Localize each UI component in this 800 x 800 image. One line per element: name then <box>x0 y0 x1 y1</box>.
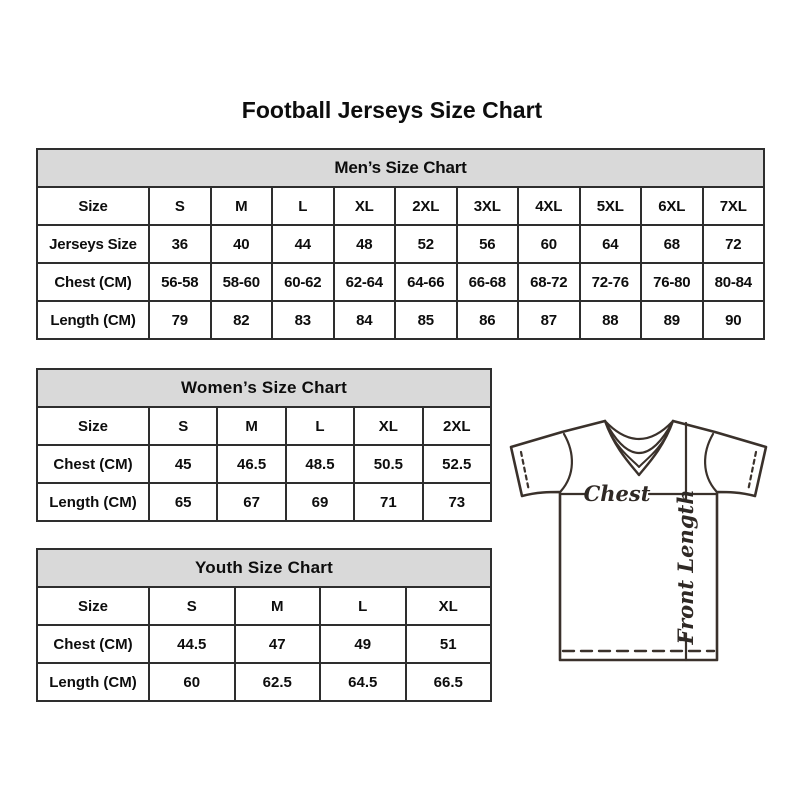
table-row <box>37 625 491 663</box>
value-cell: 64.5 <box>320 663 406 701</box>
value-cell: 85 <box>395 301 457 339</box>
value-cell: XL <box>406 587 492 625</box>
value-cell: 44 <box>272 225 334 263</box>
value-cell: 72 <box>703 225 765 263</box>
right-armhole-seam <box>705 434 716 491</box>
table-row <box>37 445 491 483</box>
value-cell: 44.5 <box>149 625 235 663</box>
right-cuff-stitch <box>748 452 756 491</box>
youth-table-title: Youth Size Chart <box>37 549 491 587</box>
value-cell: 82 <box>211 301 273 339</box>
table-title-row <box>37 369 491 407</box>
value-cell: 72-76 <box>580 263 642 301</box>
value-cell: XL <box>334 187 396 225</box>
row-label-cell: Length (CM) <box>37 301 149 339</box>
front-length-label: Front Length <box>673 489 698 645</box>
value-cell: 52.5 <box>423 445 491 483</box>
page-title: Football Jerseys Size Chart <box>241 97 543 123</box>
value-cell: 52 <box>395 225 457 263</box>
youth-size-table <box>36 548 492 702</box>
value-cell: 67 <box>217 483 285 521</box>
value-cell: 58-60 <box>211 263 273 301</box>
value-cell: 51 <box>406 625 492 663</box>
mens-table-title: Men’s Size Chart <box>37 149 764 187</box>
value-cell: 89 <box>641 301 703 339</box>
chest-label: Chest <box>583 481 651 506</box>
left-cuff-stitch <box>521 452 529 491</box>
value-cell: 56 <box>457 225 519 263</box>
table-row <box>37 587 491 625</box>
jersey-diagram-icon <box>505 403 775 670</box>
value-cell: L <box>286 407 354 445</box>
value-cell: L <box>320 587 406 625</box>
mens-size-table <box>36 148 765 340</box>
table-row <box>37 407 491 445</box>
value-cell: 60 <box>518 225 580 263</box>
value-cell: 50.5 <box>354 445 422 483</box>
collar-arc-2 <box>605 421 673 453</box>
value-cell: 5XL <box>580 187 642 225</box>
value-cell: 68 <box>641 225 703 263</box>
value-cell: 40 <box>211 225 273 263</box>
row-label-cell: Jerseys Size <box>37 225 149 263</box>
value-cell: L <box>272 187 334 225</box>
value-cell: 46.5 <box>217 445 285 483</box>
row-label-cell: Size <box>37 187 149 225</box>
value-cell: 69 <box>286 483 354 521</box>
value-cell: 47 <box>235 625 321 663</box>
row-label-cell: Chest (CM) <box>37 263 149 301</box>
table-row <box>37 301 764 339</box>
value-cell: 76-80 <box>641 263 703 301</box>
row-label-cell: Chest (CM) <box>37 445 149 483</box>
jersey-outline <box>511 421 766 660</box>
value-cell: XL <box>354 407 422 445</box>
table-title-row <box>37 149 764 187</box>
value-cell: 80-84 <box>703 263 765 301</box>
value-cell: M <box>235 587 321 625</box>
value-cell: M <box>217 407 285 445</box>
value-cell: 4XL <box>518 187 580 225</box>
value-cell: 66.5 <box>406 663 492 701</box>
value-cell: 79 <box>149 301 211 339</box>
value-cell: 62-64 <box>334 263 396 301</box>
value-cell: 62.5 <box>235 663 321 701</box>
womens-size-table <box>36 368 492 522</box>
row-label-cell: Size <box>37 587 149 625</box>
value-cell: 66-68 <box>457 263 519 301</box>
table-title-row <box>37 549 491 587</box>
value-cell: 56-58 <box>149 263 211 301</box>
value-cell: 7XL <box>703 187 765 225</box>
value-cell: 48 <box>334 225 396 263</box>
value-cell: S <box>149 587 235 625</box>
womens-table-title: Women’s Size Chart <box>37 369 491 407</box>
table-row <box>37 483 491 521</box>
value-cell: 65 <box>149 483 217 521</box>
row-label-cell: Length (CM) <box>37 483 149 521</box>
row-label-cell: Size <box>37 407 149 445</box>
value-cell: 49 <box>320 625 406 663</box>
value-cell: S <box>149 187 211 225</box>
value-cell: 60 <box>149 663 235 701</box>
value-cell: 48.5 <box>286 445 354 483</box>
value-cell: 68-72 <box>518 263 580 301</box>
value-cell: 88 <box>580 301 642 339</box>
table-row <box>37 263 764 301</box>
jersey-measurement-diagram <box>505 403 775 670</box>
row-label-cell: Length (CM) <box>37 663 149 701</box>
value-cell: 83 <box>272 301 334 339</box>
row-label-cell: Chest (CM) <box>37 625 149 663</box>
value-cell: 90 <box>703 301 765 339</box>
value-cell: 86 <box>457 301 519 339</box>
value-cell: 73 <box>423 483 491 521</box>
value-cell: 2XL <box>395 187 457 225</box>
value-cell: 3XL <box>457 187 519 225</box>
table-row <box>37 225 764 263</box>
table-row <box>37 663 491 701</box>
value-cell: 60-62 <box>272 263 334 301</box>
value-cell: 45 <box>149 445 217 483</box>
value-cell: 64 <box>580 225 642 263</box>
value-cell: 36 <box>149 225 211 263</box>
value-cell: 71 <box>354 483 422 521</box>
table-row <box>37 187 764 225</box>
value-cell: 87 <box>518 301 580 339</box>
value-cell: 6XL <box>641 187 703 225</box>
value-cell: 64-66 <box>395 263 457 301</box>
value-cell: S <box>149 407 217 445</box>
left-armhole-seam <box>561 434 572 491</box>
value-cell: M <box>211 187 273 225</box>
value-cell: 2XL <box>423 407 491 445</box>
value-cell: 84 <box>334 301 396 339</box>
